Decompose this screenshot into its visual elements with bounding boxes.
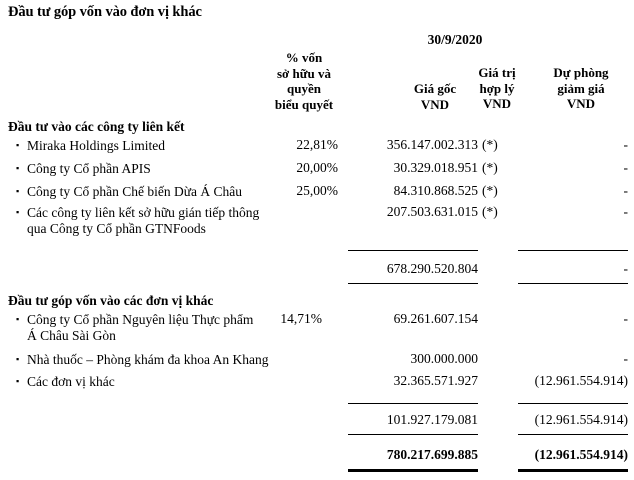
grand-total-rule-cost	[348, 469, 478, 472]
column-header-provision	[534, 65, 628, 112]
column-header-fair-value-line2: hợp lý	[479, 80, 515, 96]
row-label-continuation: Á Châu Sài Gòn	[27, 328, 116, 343]
subtotal-provision: -	[623, 261, 628, 276]
row-cost: 300.000.000	[410, 351, 478, 366]
grand-total-rule-provision	[518, 469, 628, 472]
row-provision: -	[623, 137, 628, 152]
grand-total-provision: (12.961.554.914)	[534, 447, 628, 462]
subtotal-rule-top-provision	[518, 250, 628, 251]
row-cost: 69.261.607.154	[393, 311, 478, 326]
column-header-fair-value	[468, 65, 526, 112]
row-label-continuation: qua Công ty Cổ phần GTNFoods	[27, 221, 206, 236]
row-label: Công ty Cổ phần APIS	[27, 161, 151, 176]
table-row	[16, 160, 151, 177]
subtotal-rule-bottom-provision	[518, 283, 628, 284]
column-header-provision-line3: VND	[566, 96, 596, 111]
subtotal-rule-top-cost	[348, 250, 478, 251]
table-row	[16, 351, 268, 368]
row-label: Miraka Holdings Limited	[27, 138, 165, 153]
bullet-icon: ▪	[16, 314, 20, 324]
column-header-ownership-line4: biểu quyết	[274, 96, 334, 112]
bullet-icon: ▪	[16, 354, 20, 364]
bullet-icon: ▪	[16, 140, 20, 150]
row-label: Nhà thuốc – Phòng khám đa khoa An Khang	[27, 352, 269, 367]
grand-total-cost: 780.217.699.885	[386, 447, 478, 462]
bullet-icon: ▪	[16, 207, 20, 217]
subtotal-rule-top-cost	[348, 403, 478, 404]
bullet-icon: ▪	[16, 186, 20, 196]
row-cost: 356.147.002.313	[386, 137, 478, 152]
row-fair-value: (*)	[482, 204, 498, 219]
subtotal-provision: (12.961.554.914)	[534, 412, 628, 427]
row-provision: -	[623, 183, 628, 198]
column-header-provision-line2: giảm giá	[557, 80, 605, 96]
column-header-ownership-line3: quyền	[287, 81, 321, 96]
row-fair-value: (*)	[482, 137, 498, 152]
row-ownership: 20,00%	[296, 160, 338, 175]
row-label: Các đơn vị khác	[27, 374, 115, 389]
column-header-fair-value-line3: VND	[482, 96, 512, 111]
column-header-ownership-line1: % vốn	[285, 50, 323, 65]
subtotal-rule-bottom-cost	[348, 434, 478, 435]
row-cost: 207.503.631.015	[386, 204, 478, 219]
bullet-icon: ▪	[16, 163, 20, 173]
row-ownership: 14,71%	[280, 311, 322, 326]
table-row	[16, 137, 165, 154]
period-header: 30/9/2020	[427, 32, 483, 47]
subtotal-cost: 678.290.520.804	[386, 261, 478, 276]
column-header-provision-line1: Dự phòng	[553, 65, 609, 80]
subtotal-rule-bottom-provision	[518, 434, 628, 435]
subtotal-rule-bottom-cost	[348, 283, 478, 284]
row-cost: 32.365.571.927	[393, 373, 478, 388]
column-header-cost-line1: Giá gốc	[413, 81, 457, 96]
row-provision: -	[623, 311, 628, 326]
row-provision: (12.961.554.914)	[534, 373, 628, 388]
column-header-cost	[392, 81, 478, 112]
row-provision: -	[623, 160, 628, 175]
row-cost: 30.329.018.951	[393, 160, 478, 175]
row-ownership: 25,00%	[296, 183, 338, 198]
row-fair-value: (*)	[482, 160, 498, 175]
row-provision: -	[623, 204, 628, 219]
column-header-fair-value-line1: Giá trị	[478, 65, 516, 80]
column-header-ownership	[268, 50, 340, 112]
column-header-ownership-line2: sở hữu và	[276, 65, 332, 81]
subtotal-rule-top-provision	[518, 403, 628, 404]
table-row	[16, 204, 259, 237]
row-provision: -	[623, 351, 628, 366]
row-cost: 84.310.868.525	[393, 183, 478, 198]
row-fair-value: (*)	[482, 183, 498, 198]
row-ownership: 22,81%	[296, 137, 338, 152]
row-label: Các công ty liên kết sở hữu gián tiếp thông	[27, 205, 260, 220]
row-label: Công ty Cổ phần Chế biến Dừa Á Châu	[27, 184, 243, 199]
row-label: Công ty Cổ phần Nguyên liệu Thực phẩm	[27, 312, 254, 327]
subtotal-cost: 101.927.179.081	[386, 412, 478, 427]
section-heading-associates: Đầu tư vào các công ty liên kết	[8, 119, 185, 134]
page-title: Đầu tư góp vốn vào đơn vị khác	[8, 4, 202, 20]
table-row	[16, 183, 242, 200]
bullet-icon: ▪	[16, 376, 20, 386]
section-heading-other-entities: Đầu tư góp vốn vào các đơn vị khác	[8, 293, 214, 308]
table-row	[16, 311, 253, 344]
column-header-cost-line2: VND	[420, 96, 450, 112]
table-row	[16, 373, 115, 390]
